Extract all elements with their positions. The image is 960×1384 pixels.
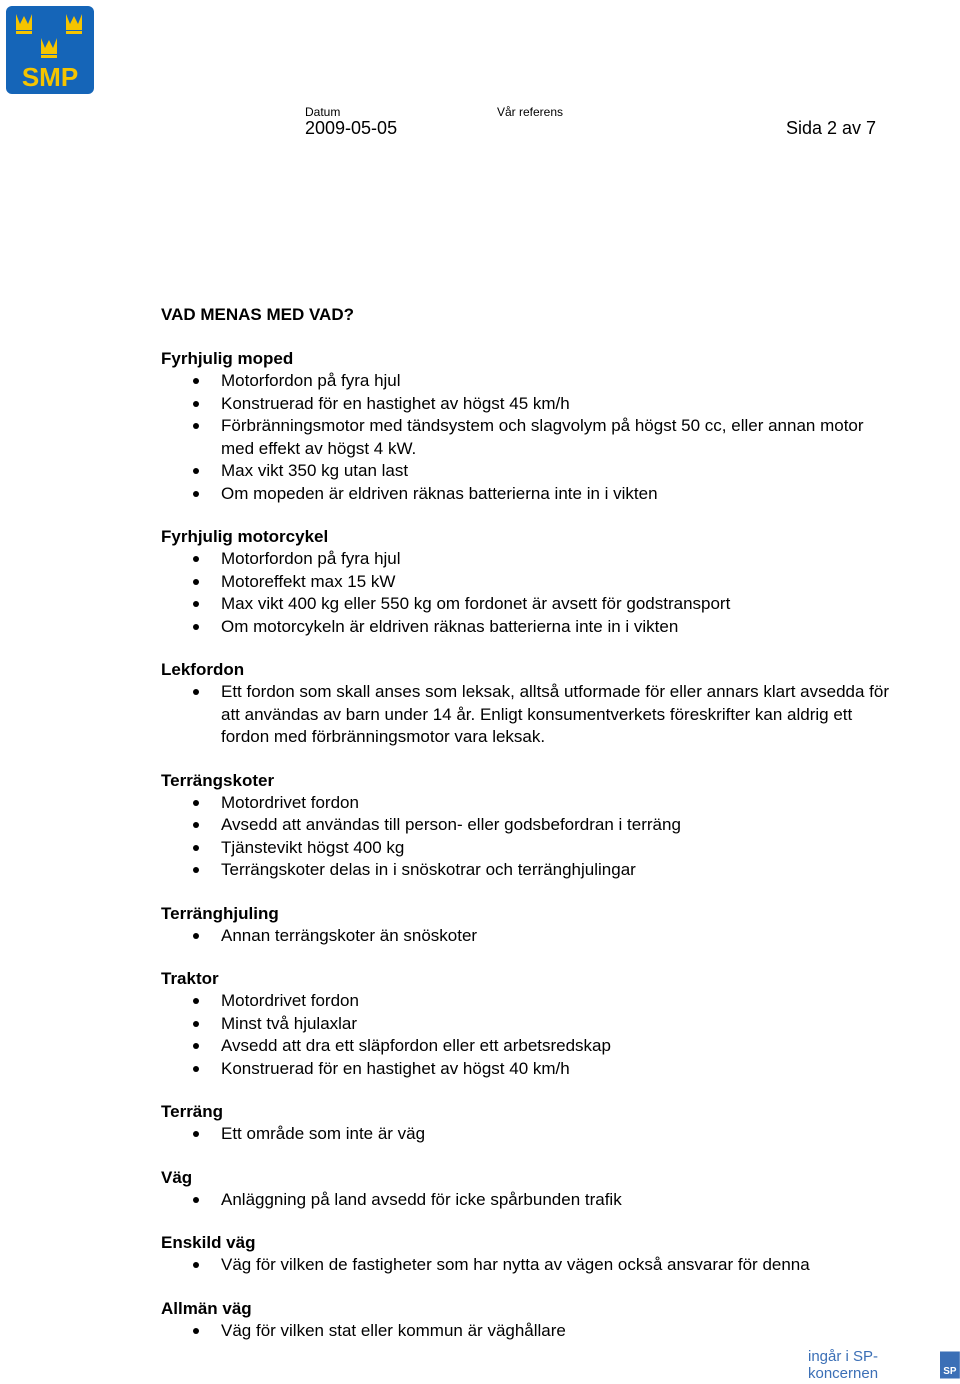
bullet-list — [161, 681, 891, 749]
definition-section — [161, 1232, 891, 1277]
list-item-text: Motorfordon på fyra hjul — [221, 371, 401, 390]
reference-label: Vår referens — [497, 105, 564, 119]
bullet-list — [161, 370, 891, 505]
definition-section — [161, 770, 891, 882]
list-item — [161, 548, 891, 571]
list-item — [161, 814, 891, 837]
bullet-icon — [193, 867, 199, 873]
section-heading: Traktor — [161, 969, 219, 988]
definition-section — [161, 348, 891, 505]
bullet-icon — [193, 1021, 199, 1027]
list-item-text: Anläggning på land avsedd för icke spårbunden trafik — [221, 1189, 622, 1209]
section-heading: Terränghjuling — [161, 903, 279, 923]
list-item — [161, 1123, 891, 1146]
bullet-icon — [193, 1131, 199, 1137]
footer-text: ingår i SP-koncernen — [808, 1348, 879, 1382]
list-item-text: Avsedd att dra ett släpfordon eller ett arbetsredskap — [221, 1036, 611, 1055]
bullet-icon — [193, 998, 199, 1004]
list-item — [161, 593, 891, 616]
definitions-list — [161, 348, 891, 1363]
page-number: Sida 2 av 7 — [786, 118, 877, 138]
footer-logo — [808, 1348, 960, 1382]
list-item-text: Tjänstevikt högst 400 kg — [221, 837, 405, 857]
list-item — [161, 1320, 891, 1343]
definition-section — [161, 968, 891, 1080]
list-item — [161, 1189, 891, 1212]
list-item — [161, 483, 891, 506]
list-item-text: Max vikt 400 kg eller 550 kg om fordonet är avsett för godstransport — [221, 594, 731, 613]
section-heading: Allmän väg — [161, 1298, 252, 1318]
section-heading: Enskild väg — [161, 1233, 256, 1252]
bullet-list — [161, 1123, 891, 1146]
list-item-text: Ett fordon som skall anses som leksak, alltså utformade för eller annars klart avsedda för att användas av barn under 14 år. Enligt konsumentverkets föreskrifter kan aldrig ett fordon med förbränningsmotor vara leksak. — [221, 682, 890, 746]
list-item — [161, 1035, 891, 1058]
bullet-icon — [193, 1197, 199, 1203]
list-item-text: Väg för vilken de fastigheter som har nytta av vägen också ansvarar för denna — [221, 1255, 810, 1274]
list-item-text: Konstruerad för en hastighet av högst 40 km/h — [221, 1058, 570, 1078]
list-item — [161, 837, 891, 860]
list-item — [161, 792, 891, 815]
list-item — [161, 415, 891, 460]
bullet-icon — [193, 689, 199, 695]
list-item — [161, 990, 891, 1013]
bullet-icon — [193, 378, 199, 384]
bullet-icon — [193, 468, 199, 474]
smp-logo — [6, 6, 94, 94]
logo-text: SMP — [21, 62, 79, 92]
list-item — [161, 1013, 891, 1036]
list-item-text: Terrängskoter delas in i snöskotrar och terränghjulingar — [221, 860, 636, 879]
bullet-list — [161, 1254, 891, 1277]
definition-section — [161, 903, 891, 948]
bullet-icon — [193, 1066, 199, 1072]
document-title: VAD MENAS MED VAD? — [161, 305, 354, 324]
bullet-icon — [193, 1262, 199, 1268]
bullet-icon — [193, 1043, 199, 1049]
list-item-text: Motoreffekt max 15 kW — [221, 571, 396, 591]
list-item-text: Motordrivet fordon — [221, 991, 359, 1010]
bullet-list — [161, 1320, 891, 1343]
list-item — [161, 460, 891, 483]
date-label: Datum — [305, 105, 341, 119]
document-date: 2009-05-05 — [305, 118, 398, 138]
bullet-list — [161, 548, 891, 638]
section-heading: Terrängskoter — [161, 770, 275, 790]
list-item — [161, 1254, 891, 1277]
list-item — [161, 859, 891, 882]
list-item-text: Ett område som inte är väg — [221, 1124, 426, 1143]
bullet-list — [161, 1189, 891, 1212]
bullet-icon — [193, 601, 199, 607]
list-item-text: Förbränningsmotor med tändsystem och slagvolym på högst 50 cc, eller annan motor med effekt av högst 4 kW. — [221, 416, 864, 458]
section-heading: Terräng — [161, 1102, 224, 1121]
list-item-text: Motorfordon på fyra hjul — [221, 549, 401, 568]
section-heading: Fyrhjulig motorcykel — [161, 527, 329, 546]
list-item-text: Minst två hjulaxlar — [221, 1013, 358, 1033]
definition-section — [161, 1167, 891, 1212]
list-item — [161, 393, 891, 416]
bullet-icon — [193, 579, 199, 585]
section-heading: Väg — [161, 1167, 193, 1187]
definition-section — [161, 1101, 891, 1146]
bullet-list — [161, 990, 891, 1080]
bullet-icon — [193, 401, 199, 407]
list-item-text: Väg för vilken stat eller kommun är väghållare — [221, 1320, 566, 1340]
definition-section — [161, 659, 891, 749]
bullet-icon — [193, 845, 199, 851]
bullet-icon — [193, 556, 199, 562]
section-heading: Lekfordon — [161, 660, 245, 679]
list-item-text: Om motorcykeln är eldriven räknas batterierna inte in i vikten — [221, 616, 679, 636]
list-item-text: Avsedd att användas till person- eller godsbefordran i terräng — [221, 815, 681, 834]
definition-section — [161, 526, 891, 638]
definition-section — [161, 1298, 891, 1343]
list-item-text: Motordrivet fordon — [221, 792, 359, 812]
list-item — [161, 616, 891, 639]
section-heading: Fyrhjulig moped — [161, 349, 294, 368]
list-item — [161, 681, 891, 749]
list-item — [161, 925, 891, 948]
list-item-text: Om mopeden är eldriven räknas batterierna inte in i vikten — [221, 483, 658, 503]
bullet-icon — [193, 423, 199, 429]
list-item-text: Annan terrängskoter än snöskoter — [221, 925, 478, 945]
bullet-icon — [193, 1328, 199, 1334]
sp-mark-text: SP — [943, 1366, 957, 1378]
bullet-icon — [193, 822, 199, 828]
list-item — [161, 1058, 891, 1081]
sp-logo-icon — [940, 1350, 960, 1380]
bullet-list — [161, 925, 891, 948]
bullet-icon — [193, 624, 199, 630]
list-item-text: Konstruerad för en hastighet av högst 45 km/h — [221, 393, 570, 413]
list-item — [161, 571, 891, 594]
bullet-icon — [193, 933, 199, 939]
list-item-text: Max vikt 350 kg utan last — [221, 461, 409, 480]
bullet-icon — [193, 491, 199, 497]
list-item — [161, 370, 891, 393]
bullet-icon — [193, 800, 199, 806]
bullet-list — [161, 792, 891, 882]
